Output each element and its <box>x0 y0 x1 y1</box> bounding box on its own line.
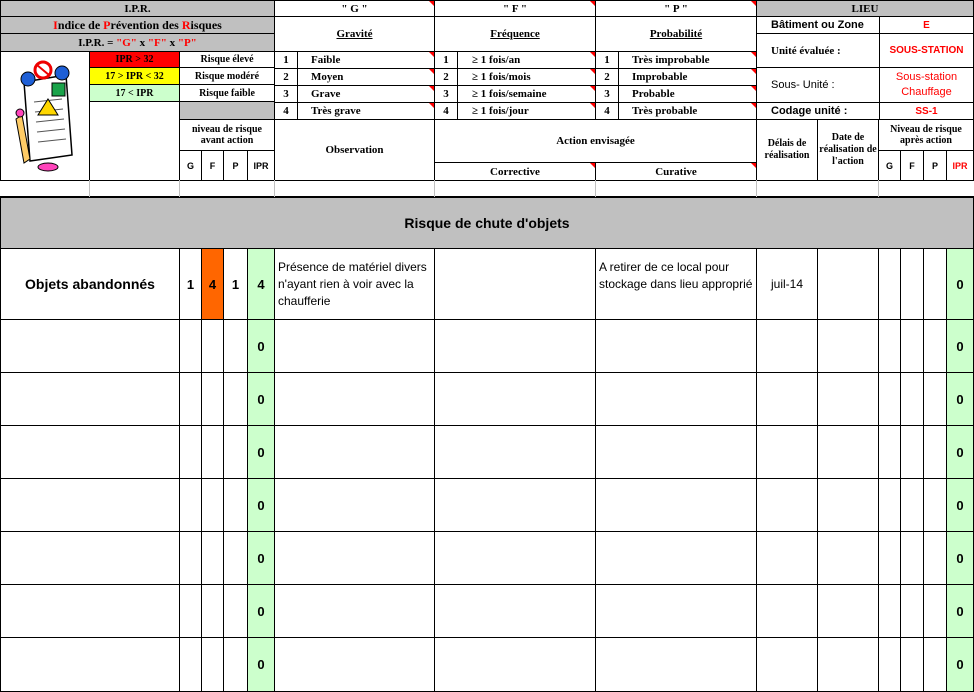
curative-cell[interactable] <box>595 478 757 532</box>
action-header: Action envisagée <box>434 119 757 163</box>
safety-sign-clipart-icon <box>10 57 80 175</box>
g-item-n: 4 <box>274 102 298 120</box>
g-item-n: 2 <box>274 68 298 86</box>
ipr-cell[interactable]: 0 <box>247 319 275 373</box>
curative-cell[interactable] <box>595 425 757 479</box>
g-item-n: 3 <box>274 85 298 103</box>
f-cell[interactable] <box>201 531 224 585</box>
after-p-cell[interactable] <box>923 248 947 320</box>
curative-cell[interactable]: A retirer de ce local pour stockage dans lieu approprié <box>595 248 757 320</box>
ipr-level-high-label: Risque élevé <box>179 51 275 68</box>
observation-header: Observation <box>274 119 435 181</box>
risk-name-cell[interactable] <box>0 531 180 585</box>
p-item-n: 1 <box>595 51 619 69</box>
after-p-cell[interactable] <box>923 584 947 638</box>
f-cell[interactable] <box>201 372 224 426</box>
ipr-cell[interactable]: 0 <box>247 637 275 692</box>
f-item-label: ≥ 1 fois/jour <box>457 102 596 120</box>
corrective-header: Corrective <box>434 162 596 181</box>
observation-cell[interactable] <box>274 531 435 585</box>
col-g-header: G <box>179 150 202 181</box>
after-f-cell[interactable] <box>900 478 924 532</box>
after-f-cell[interactable] <box>900 372 924 426</box>
batiment-value: E <box>879 16 974 34</box>
date-cell[interactable] <box>817 637 879 692</box>
f-item-n: 1 <box>434 51 458 69</box>
date-cell[interactable] <box>817 319 879 373</box>
batiment-label: Bâtiment ou Zone <box>756 16 880 34</box>
after-p-cell[interactable] <box>923 637 947 692</box>
corrective-cell[interactable] <box>434 637 596 692</box>
col-f-header: F <box>201 150 224 181</box>
after-p-cell[interactable] <box>923 319 947 373</box>
spacer-row <box>0 180 974 197</box>
after-ipr-cell[interactable]: 0 <box>946 478 974 532</box>
after-f-cell[interactable] <box>900 319 924 373</box>
curative-header: Curative <box>595 162 757 181</box>
curative-cell[interactable] <box>595 319 757 373</box>
after-p-cell[interactable] <box>923 531 947 585</box>
ipr-level-low-label: Risque faible <box>179 84 275 102</box>
after-ipr-cell[interactable]: 0 <box>946 584 974 638</box>
delais-cell[interactable] <box>756 425 818 479</box>
curative-cell[interactable] <box>595 372 757 426</box>
after-p-cell[interactable] <box>923 372 947 426</box>
date-cell[interactable] <box>817 478 879 532</box>
ipr-cell[interactable]: 0 <box>247 425 275 479</box>
curative-cell[interactable] <box>595 584 757 638</box>
p-cell[interactable] <box>223 531 248 585</box>
observation-cell[interactable] <box>274 637 435 692</box>
p-cell[interactable] <box>223 372 248 426</box>
date-cell[interactable] <box>817 584 879 638</box>
after-g-header: G <box>878 150 901 181</box>
unite-label: Unité évaluée : <box>756 33 880 68</box>
corrective-cell[interactable] <box>434 425 596 479</box>
risk-name-cell[interactable] <box>0 319 180 373</box>
sous-unite-value <box>879 67 974 103</box>
g-item-label: Grave <box>297 85 435 103</box>
delais-cell[interactable]: juil-14 <box>756 248 818 320</box>
ipr-level-high-range: IPR > 32 <box>89 51 180 68</box>
sous-unite-value-line-1: Sous-station <box>895 71 958 83</box>
sous-unite-value-line-2: Chauffage <box>901 86 952 98</box>
f-cell[interactable]: 4 <box>201 248 224 320</box>
ipr-subtitle: Indice de Prévention des Risques <box>0 16 275 34</box>
ipr-cell[interactable]: 4 <box>247 248 275 320</box>
observation-cell[interactable] <box>274 425 435 479</box>
corrective-cell[interactable] <box>434 248 596 320</box>
curative-cell[interactable] <box>595 531 757 585</box>
f-cell[interactable] <box>201 637 224 692</box>
delais-cell[interactable] <box>756 319 818 373</box>
date-cell[interactable] <box>817 248 879 320</box>
after-g-cell[interactable] <box>878 248 901 320</box>
f-scale-title: Fréquence <box>434 16 596 52</box>
g-cell[interactable] <box>179 478 202 532</box>
date-header: Date de réalisation de l'action <box>817 119 879 181</box>
risk-name-cell[interactable]: Objets abandonnés <box>0 248 180 320</box>
after-ipr-cell[interactable]: 0 <box>946 531 974 585</box>
corrective-cell[interactable] <box>434 372 596 426</box>
f-item-n: 4 <box>434 102 458 120</box>
f-item-n: 2 <box>434 68 458 86</box>
corrective-cell[interactable] <box>434 531 596 585</box>
col-p-header: P <box>223 150 248 181</box>
clipart-cell <box>0 51 90 181</box>
risk-name-cell[interactable] <box>0 425 180 479</box>
after-g-cell[interactable] <box>878 584 901 638</box>
p-scale-header: " P " <box>595 0 757 17</box>
p-cell[interactable]: 1 <box>223 248 248 320</box>
after-f-header: F <box>900 150 924 181</box>
observation-cell[interactable] <box>274 319 435 373</box>
g-scale-title: Gravité <box>274 16 435 52</box>
after-g-cell[interactable] <box>878 531 901 585</box>
delais-header: Délais de réalisation <box>756 119 818 181</box>
corrective-cell[interactable] <box>434 478 596 532</box>
delais-cell[interactable] <box>756 531 818 585</box>
after-g-cell[interactable] <box>878 425 901 479</box>
f-cell[interactable] <box>201 584 224 638</box>
ipr-cell[interactable]: 0 <box>247 531 275 585</box>
g-item-label: Faible <box>297 51 435 69</box>
g-cell[interactable] <box>179 319 202 373</box>
date-cell[interactable] <box>817 372 879 426</box>
ipr-cell[interactable]: 0 <box>247 584 275 638</box>
f-scale-header: " F " <box>434 0 596 17</box>
grey-cell <box>179 101 275 120</box>
sous-unite-label: Sous- Unité : <box>756 67 880 103</box>
after-f-cell[interactable] <box>900 584 924 638</box>
section-title: Risque de chute d'objets <box>0 197 974 249</box>
date-cell[interactable] <box>817 531 879 585</box>
f-item-label: ≥ 1 fois/semaine <box>457 85 596 103</box>
p-item-n: 4 <box>595 102 619 120</box>
p-cell[interactable] <box>223 319 248 373</box>
p-item-label: Très improbable <box>618 51 757 69</box>
after-ipr-cell[interactable]: 0 <box>946 248 974 320</box>
g-scale-header: " G " <box>274 0 435 17</box>
p-cell[interactable] <box>223 425 248 479</box>
ipr-level-mid-range: 17 > IPR < 32 <box>89 67 180 85</box>
risk-name-cell[interactable] <box>0 478 180 532</box>
p-item-label: Improbable <box>618 68 757 86</box>
codage-label: Codage unité : <box>756 102 880 120</box>
ipr-cell[interactable]: 0 <box>247 478 275 532</box>
niveau-avant-header: niveau de risque avant action <box>179 119 275 151</box>
after-ipr-header: IPR <box>946 150 974 181</box>
after-ipr-cell[interactable]: 0 <box>946 319 974 373</box>
ipr-level-low-range: 17 < IPR <box>89 84 180 102</box>
delais-cell[interactable] <box>756 637 818 692</box>
ipr-formula: I.P.R. = "G" x "F" x "P" <box>0 33 275 52</box>
p-item-label: Probable <box>618 85 757 103</box>
delais-cell[interactable] <box>756 478 818 532</box>
delais-cell[interactable] <box>756 584 818 638</box>
after-f-cell[interactable] <box>900 531 924 585</box>
unite-value: SOUS-STATION <box>879 33 974 68</box>
g-cell[interactable] <box>179 531 202 585</box>
observation-cell[interactable] <box>274 478 435 532</box>
after-g-cell[interactable] <box>878 319 901 373</box>
p-cell[interactable] <box>223 478 248 532</box>
lieu-title: LIEU <box>756 0 974 17</box>
p-cell[interactable] <box>223 637 248 692</box>
ipr-title: I.P.R. <box>0 0 275 17</box>
ipr-cell[interactable]: 0 <box>247 372 275 426</box>
p-cell[interactable] <box>223 584 248 638</box>
corrective-cell[interactable] <box>434 319 596 373</box>
g-cell[interactable] <box>179 584 202 638</box>
f-item-label: ≥ 1 fois/an <box>457 51 596 69</box>
after-p-header: P <box>923 150 947 181</box>
risk-name-cell[interactable] <box>0 372 180 426</box>
p-scale-title: Probabilité <box>595 16 757 52</box>
delais-cell[interactable] <box>756 372 818 426</box>
after-g-cell[interactable] <box>878 478 901 532</box>
codage-value: SS-1 <box>879 102 974 120</box>
after-g-cell[interactable] <box>878 637 901 692</box>
p-item-n: 3 <box>595 85 619 103</box>
g-cell[interactable] <box>179 372 202 426</box>
col-ipr-header: IPR <box>247 150 275 181</box>
after-ipr-cell[interactable]: 0 <box>946 425 974 479</box>
f-item-n: 3 <box>434 85 458 103</box>
g-cell[interactable] <box>179 637 202 692</box>
g-item-label: Moyen <box>297 68 435 86</box>
observation-cell[interactable] <box>274 584 435 638</box>
after-p-cell[interactable] <box>923 425 947 479</box>
risk-name-cell[interactable] <box>0 637 180 692</box>
after-f-cell[interactable] <box>900 637 924 692</box>
after-p-cell[interactable] <box>923 478 947 532</box>
risk-name-cell[interactable] <box>0 584 180 638</box>
date-cell[interactable] <box>817 425 879 479</box>
after-g-cell[interactable] <box>878 372 901 426</box>
f-cell[interactable] <box>201 425 224 479</box>
p-item-label: Très probable <box>618 102 757 120</box>
f-cell[interactable] <box>201 319 224 373</box>
g-item-n: 1 <box>274 51 298 69</box>
g-cell[interactable] <box>179 425 202 479</box>
after-ipr-cell[interactable]: 0 <box>946 637 974 692</box>
corrective-cell[interactable] <box>434 584 596 638</box>
empty-cell <box>89 101 180 181</box>
niveau-apres-header: Niveau de risque après action <box>878 119 974 151</box>
ipr-level-mid-label: Risque modéré <box>179 67 275 85</box>
observation-cell[interactable]: Présence de matériel divers n'ayant rien à voir avec la chaufferie <box>274 248 435 320</box>
observation-cell[interactable] <box>274 372 435 426</box>
g-item-label: Très grave <box>297 102 435 120</box>
g-cell[interactable]: 1 <box>179 248 202 320</box>
f-cell[interactable] <box>201 478 224 532</box>
after-ipr-cell[interactable]: 0 <box>946 372 974 426</box>
after-f-cell[interactable] <box>900 248 924 320</box>
f-item-label: ≥ 1 fois/mois <box>457 68 596 86</box>
p-item-n: 2 <box>595 68 619 86</box>
curative-cell[interactable] <box>595 637 757 692</box>
after-f-cell[interactable] <box>900 425 924 479</box>
